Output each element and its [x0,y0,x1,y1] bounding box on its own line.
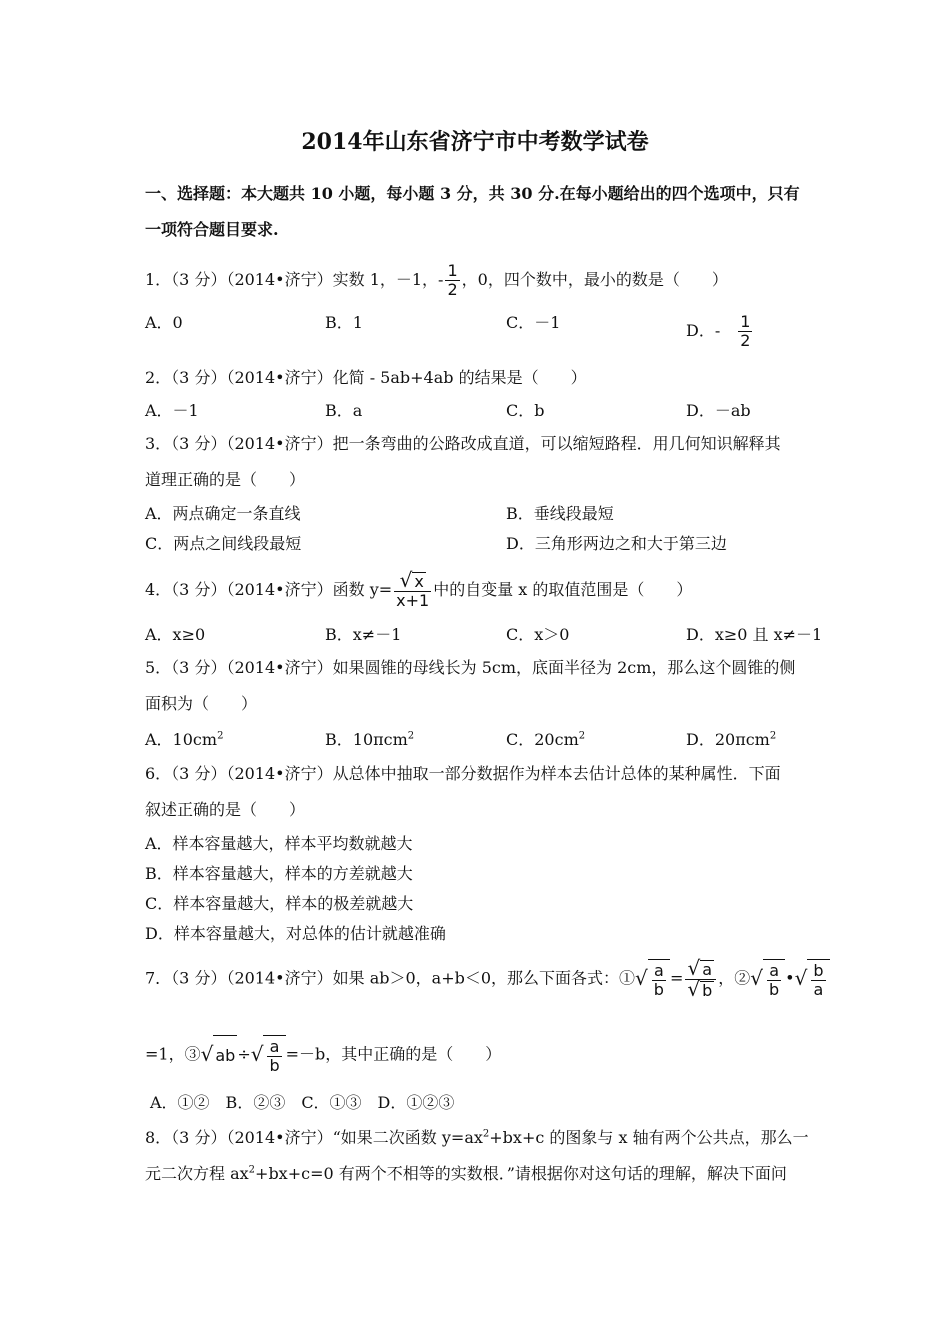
q7-comma: ，② [718,968,751,988]
sqrt: √ x [399,568,424,592]
question-7-stem-line1: 7．（3 分）（2014•济宁）如果 ab＞0，a+b＜0，那么下面各式：①√ $\frac{a}{b}$ = $\frac{√ a}{√ b}$ ，②√ $\frac{a}{b}$ •√ $\frac{b}{a}$ [145,958,830,1000]
q5-option-d [686,730,776,750]
frac-den: b [769,980,780,999]
q4-stem-b: 中的自变量 x 的取值范围是（ ） [433,580,693,599]
q5-option-b [325,730,414,750]
superscript: 2 [769,730,777,742]
q7-line2-b: =－b，其中正确的是（ ） [285,1044,502,1064]
q8-stem2-a: 元二次方程 ax [145,1164,249,1183]
q5-option-a [145,730,223,750]
radicand: b [702,980,713,1000]
question-7-stem-line2: =1，③√ ab ÷√ $\frac{a}{b}$ =－b，其中正确的是（ ） [145,1034,501,1076]
q4-option-d: D．x≥0 且 x≠－1 [686,625,823,644]
q1-option-d-label: D．- [686,321,721,340]
q5-option-c-label: C．20cm [506,730,579,749]
q1-option-d [686,313,754,350]
frac-num: a [767,962,781,981]
superscript: 2 [407,730,415,742]
question-5-stem-line1: 5．（3 分）（2014•济宁）如果圆锥的母线长为 5cm，底面半径为 2cm，那么这个圆锥的侧 [145,658,796,677]
question-4-stem [145,570,692,610]
q6-option-a: A．样本容量越大，样本平均数就越大 [145,834,413,853]
q8-stem1-b: +bx+c 的图象与 x 轴有两个公共点，那么一 [489,1128,809,1147]
frac-num: 1 [447,261,458,280]
q2-option-b: B．a [325,401,363,420]
q7-expr3-right: √ $\frac{a}{b}$ [251,1034,286,1076]
frac-num: 1 [740,312,751,331]
q6-option-b: B．样本容量越大，样本的方差就越大 [145,864,413,883]
q1-d-fraction [738,313,752,350]
frac-den: b [653,980,664,999]
q1-fraction [445,262,459,299]
q4-option-a: A．x≥0 [145,625,206,644]
frac-num [394,568,431,592]
q7-expr3-left: √ ab [201,1034,238,1076]
frac-den: a [813,980,824,999]
q6-option-c: C．样本容量越大，样本的极差就越大 [145,894,414,913]
q5-option-a-label: A．10cm [145,730,218,749]
q2-option-c: C．b [506,401,545,420]
frac-den: 2 [447,280,458,299]
superscript: 2 [217,730,224,742]
superscript: 2 [248,1164,256,1176]
q4-fraction [394,568,431,610]
question-3-stem-line2: 道理正确的是（ ） [145,470,306,489]
q1-option-b: B．1 [325,313,363,332]
q4-stem-a: 4．（3 分）（2014•济宁）函数 y= [145,580,393,599]
question-8-stem-line2 [145,1164,787,1184]
q4-option-c: C．x＞0 [506,625,570,644]
page-title: 2014年山东省济宁市中考数学试卷 [301,129,649,155]
q7-expr2-left: √ $\frac{a}{b}$ [750,958,785,1000]
q5-option-d-label: D．20πcm [686,730,770,749]
frac-den: b [269,1056,280,1075]
frac-den: 2 [740,331,751,350]
section-heading-line1: 一、选择题：本大题共 10 小题，每小题 3 分，共 30 分.在每小题给出的四个选项中，只有 [145,184,800,203]
q4-option-b: B．x≠－1 [325,625,402,644]
q7-line2-a: =1，③ [145,1044,201,1064]
q8-stem1-a: 8．（3 分）（2014•济宁）“如果二次函数 y=ax [145,1128,483,1147]
q3-option-d: D．三角形两边之和大于第三边 [506,534,727,553]
q8-stem2-b: +bx+c=0 有两个不相等的实数根．”请根据你对这句话的理解，解决下面问 [255,1164,787,1183]
q7-stem-a: 7．（3 分）（2014•济宁）如果 ab＞0，a+b＜0，那么下面各式：① [145,968,636,988]
q1-stem-b: ，0，四个数中，最小的数是（ ） [461,270,728,289]
q3-option-b: B．垂线段最短 [506,504,614,523]
q1-stem-a: 1．（3 分）（2014•济宁）实数 1，－1，- [145,270,444,289]
question-2-stem: 2．（3 分）（2014•济宁）化简 - 5ab+4ab 的结果是（ ） [145,368,587,387]
q7-expr1-right: $\frac{√ a}{√ b}$ [685,959,716,1000]
frac-den: x+1 [396,591,430,610]
section-heading-line2: 一项符合题目要求. [145,220,279,239]
q5-option-c [506,730,585,750]
superscript: 2 [482,1128,490,1140]
question-6-stem-line1: 6．（3 分）（2014•济宁）从总体中抽取一部分数据作为样本去估计总体的某种属性．下面 [145,764,781,783]
question-8-stem-line1 [145,1128,809,1148]
q1-option-a: A．0 [145,313,183,332]
q5-option-b-label: B．10πcm [325,730,408,749]
q2-option-a: A．－1 [145,401,199,420]
radicand: a [702,959,713,979]
question-6-stem-line2: 叙述正确的是（ ） [145,800,306,819]
radicand: ab [213,1035,237,1076]
frac-num: a [652,962,666,981]
frac-num: b [813,961,824,980]
question-1-stem [145,262,728,299]
q6-option-d: D．样本容量越大，对总体的估计就越准确 [145,924,446,943]
q2-option-d: D．－ab [686,401,751,420]
q7-expr2-right: √ $\frac{b}{a}$ [795,958,830,1000]
q3-option-c: C．两点之间线段最短 [145,534,302,553]
q7-expr1-left: √ $\frac{a}{b}$ [635,958,670,1000]
q3-option-a: A．两点确定一条直线 [145,504,301,523]
frac-num: a [267,1038,281,1057]
radicand: x [414,572,424,591]
superscript: 2 [578,730,586,742]
question-3-stem-line1: 3．（3 分）（2014•济宁）把一条弯曲的公路改成直道，可以缩短路程．用几何知识解释其 [145,434,781,453]
q1-option-c: C．－1 [506,313,561,332]
question-5-stem-line2: 面积为（ ） [145,694,258,713]
q7-options: A．①② B．②③ C．①③ D．①②③ [150,1093,455,1112]
